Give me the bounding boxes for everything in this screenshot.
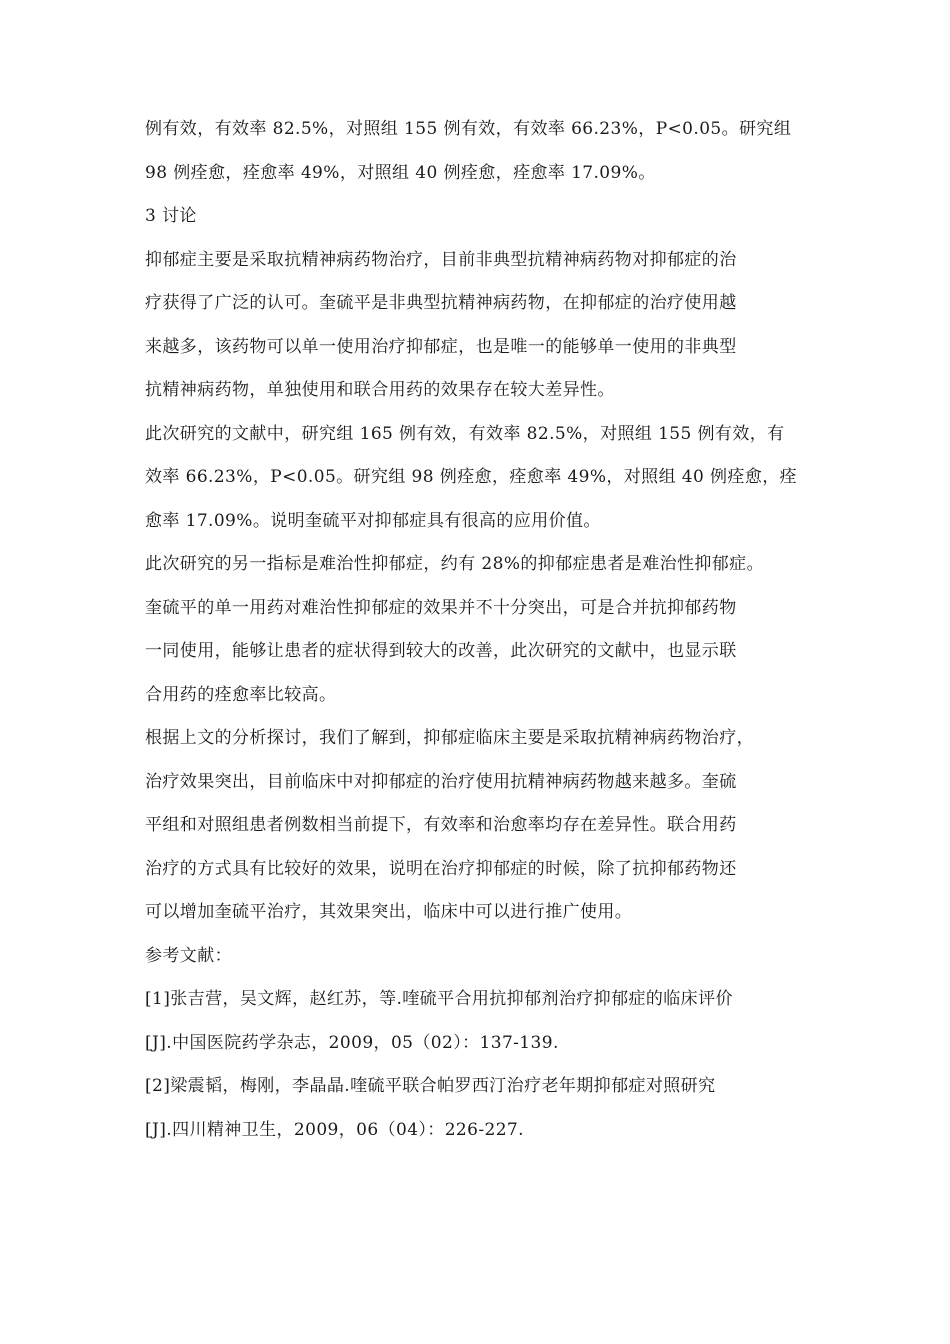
document-body (145, 108, 810, 1152)
discussion-paragraph-line: 疗获得了广泛的认可。奎硫平是非典型抗精神病药物，在抑郁症的治疗使用越 (145, 293, 737, 313)
reference-entry-line: [J].四川精神卫生，2009，06（04）：226-227. (145, 1119, 524, 1140)
section-heading-discussion: 3 讨论 (145, 206, 197, 226)
discussion-paragraph-line: 奎硫平的单一用药对难治性抑郁症的效果并不十分突出，可是合并抗抑郁药物 (145, 597, 737, 618)
discussion-paragraph-line: 此次研究的另一指标是难治性抑郁症，约有 28%的抑郁症患者是难治性抑郁症。 (145, 554, 764, 574)
reference-entry-line: [1]张吉营，吴文辉，赵红苏，等.喹硫平合用抗抑郁剂治疗抑郁症的临床评价 (145, 989, 733, 1009)
discussion-paragraph-line: 愈率 17.09%。说明奎硫平对抑郁症具有很高的应用价值。 (145, 510, 601, 531)
discussion-paragraph-line: 合用药的痊愈率比较高。 (145, 684, 337, 705)
conclusion-paragraph-line: 平组和对照组患者例数相当前提下，有效率和治愈率均存在差异性。联合用药 (145, 815, 737, 835)
reference-entry-line: [2]梁震韬，梅刚，李晶晶.喹硫平联合帕罗西汀治疗老年期抑郁症对照研究 (145, 1076, 716, 1096)
conclusion-paragraph-line: 治疗效果突出，目前临床中对抑郁症的治疗使用抗精神病药物越来越多。奎硫 (145, 771, 737, 792)
results-text-line: 98 例痊愈，痊愈率 49%，对照组 40 例痊愈，痊愈率 17.09%。 (145, 162, 656, 183)
discussion-paragraph-line: 抑郁症主要是采取抗精神病药物治疗，目前非典型抗精神病药物对抑郁症的治 (145, 249, 737, 270)
conclusion-paragraph-line: 治疗的方式具有比较好的效果，说明在治疗抑郁症的时候，除了抗抑郁药物还 (145, 858, 737, 879)
discussion-paragraph-line: 一同使用，能够让患者的症状得到较大的改善，此次研究的文献中，也显示联 (145, 641, 737, 661)
conclusion-paragraph-line: 根据上文的分析探讨，我们了解到，抑郁症临床主要是采取抗精神病药物治疗， (145, 728, 754, 748)
references-heading: 参考文献： (145, 945, 232, 966)
discussion-paragraph-line: 此次研究的文献中，研究组 165 例有效，有效率 82.5%，对照组 155 例有效，有 (145, 423, 785, 444)
reference-entry-line: [J].中国医院药学杂志，2009，05（02）：137-139. (145, 1032, 559, 1053)
discussion-paragraph-line: 抗精神病药物，单独使用和联合用药的效果存在较大差异性。 (145, 380, 615, 400)
results-text-line: 例有效，有效率 82.5%，对照组 155 例有效，有效率 66.23%，P<0.05。研究组 (145, 119, 792, 139)
conclusion-paragraph-line: 可以增加奎硫平治疗，其效果突出，临床中可以进行推广使用。 (145, 902, 633, 922)
discussion-paragraph-line: 效率 66.23%，P<0.05。研究组 98 例痊愈，痊愈率 49%，对照组 40 例痊愈，痊 (145, 467, 798, 487)
discussion-paragraph-line: 来越多，该药物可以单一使用治疗抑郁症，也是唯一的能够单一使用的非典型 (145, 336, 737, 357)
